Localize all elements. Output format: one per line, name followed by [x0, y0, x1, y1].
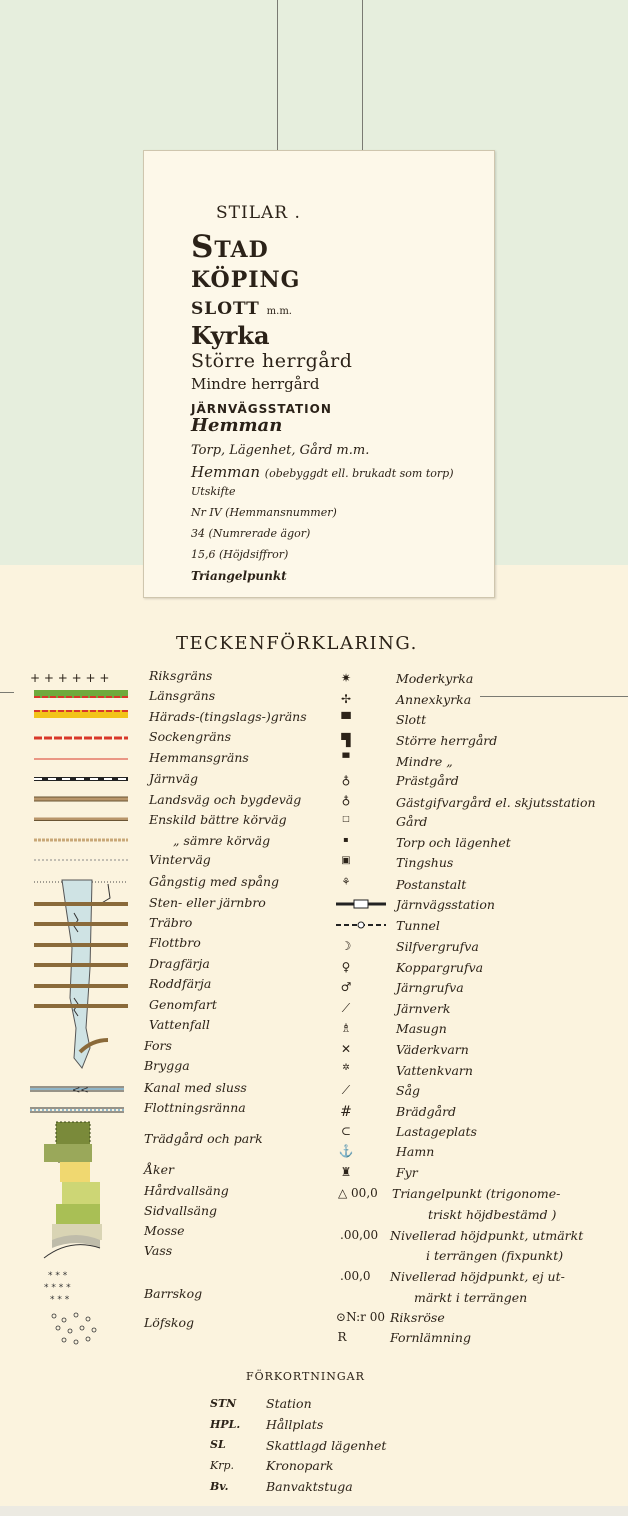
legend-right-25: Triangelpunkt (trigonome- — [392, 1186, 561, 1201]
niv-fix-prefix: .00,00 — [340, 1228, 379, 1242]
vaderkvarn-icon: ✕ — [340, 1042, 352, 1056]
legend-right-26: triskt höjdbestämd ) — [428, 1207, 557, 1222]
style-triangelpunkt: Triangelpunkt — [191, 569, 287, 583]
legend-right-9: Tingshus — [396, 855, 454, 870]
abbr-meaning-2: Skattlagd lägenhet — [266, 1438, 387, 1453]
flottningsranna-symbol — [30, 1108, 124, 1112]
legend-left-23: Åker — [144, 1162, 174, 1177]
legend-left-4: Hemmansgräns — [149, 750, 249, 765]
legend-left-9: Vinterväg — [149, 852, 211, 867]
stilar-heading: STILAR . — [216, 203, 301, 223]
left-symbols — [30, 668, 140, 1348]
tingshus-icon: ▣ — [341, 855, 351, 866]
forkortningar-title: FÖRKORTNINGAR — [246, 1370, 365, 1383]
storre-herrgard-icon: ▜ — [341, 733, 351, 747]
slott-icon: ▀ — [341, 712, 351, 726]
legend-right-24: Fyr — [396, 1165, 418, 1180]
riksrose-prefix: ⊙N:r 00 — [336, 1310, 385, 1324]
mindre-herrgard-icon: ▀ — [342, 754, 350, 764]
koppargrufva-icon: ♀ — [341, 960, 351, 974]
legend-left-15: Roddfärja — [149, 976, 212, 991]
svg-text:* * *: * * * — [50, 1295, 70, 1305]
style-jarnvagsstation: JÄRNVÄGSSTATION — [191, 402, 332, 416]
style-hemman-obebyggt-text: Hemman — [191, 463, 261, 481]
legend-left-22: Trädgård och park — [144, 1131, 263, 1146]
barrskog-symbol — [44, 1271, 71, 1305]
legend-left-19: Brygga — [144, 1058, 190, 1073]
abbr-meaning-0: Station — [266, 1396, 312, 1411]
style-hemmansnummer: Nr IV (Hemmansnummer) — [191, 506, 337, 519]
sag-icon: ⟋ — [341, 1083, 351, 1097]
style-utskifte: Utskifte — [191, 485, 236, 498]
legend-right-23: Hamn — [396, 1144, 435, 1159]
sidvallsang-symbol — [56, 1204, 100, 1224]
river-symbol — [62, 880, 92, 1068]
masugn-icon: ♗ — [340, 1021, 352, 1035]
legend-right-0: Moderkyrka — [396, 671, 474, 686]
legend-left-18: Fors — [144, 1038, 172, 1053]
style-hojdsiffror: 15,6 (Höjdsiffror) — [191, 548, 289, 561]
style-hemman: Hemman — [191, 415, 283, 436]
postanstalt-icon: ⚘ — [341, 877, 351, 888]
legend-right-4: Mindre „ — [396, 754, 453, 769]
map-edge-tick — [0, 692, 14, 693]
legend-left-13: Flottbro — [149, 935, 201, 950]
legend-left-29: Löfskog — [144, 1315, 194, 1330]
abbr-meaning-4: Banvaktstuga — [266, 1479, 353, 1494]
triangelpunkt-prefix: △ 00,0 — [338, 1186, 378, 1200]
style-slott-suffix: m.m. — [266, 306, 292, 317]
kanal-symbol — [30, 1085, 124, 1096]
legend-left-11: Sten- eller järnbro — [149, 895, 266, 910]
legend-left-17: Vattenfall — [149, 1017, 210, 1032]
legend-left-12: Träbro — [149, 915, 193, 930]
legend-right-15: Järngrufva — [396, 980, 464, 995]
riksgrans-symbol — [30, 671, 109, 685]
legend-right-12: Tunnel — [396, 918, 440, 933]
style-kyrka: Kyrka — [191, 321, 270, 350]
legend-right-29: Nivellerad höjdpunkt, ej ut- — [390, 1269, 565, 1284]
legend-left-1: Länsgräns — [149, 688, 216, 703]
annexkyrka-icon: ✢ — [340, 692, 352, 706]
legend-right-8: Torp och lägenhet — [396, 835, 511, 850]
legend-right-14: Koppargrufva — [396, 960, 484, 975]
abbr-0: STN — [210, 1397, 237, 1410]
legend-right-20: Såg — [396, 1083, 421, 1098]
style-stad: Stad — [191, 229, 269, 265]
style-slott — [191, 299, 292, 319]
style-hemman-obebyggt-note: (obebyggdt ell. brukadt som torp) — [264, 467, 454, 480]
style-numrerade-agor: 34 (Numrerade ägor) — [191, 527, 311, 540]
map-edge-tick — [480, 696, 628, 697]
legend-left-21: Flottningsränna — [144, 1100, 246, 1115]
map-grid-line — [277, 0, 278, 150]
legend-left-20: Kanal med sluss — [144, 1080, 247, 1095]
niv-ej-prefix: .00,0 — [340, 1269, 371, 1283]
legend-left-3: Sockengräns — [149, 729, 232, 744]
jarnvagsstation-icon — [336, 899, 386, 909]
style-koping: KÖPING — [191, 267, 301, 293]
hamn-icon: ⚓ — [338, 1144, 354, 1158]
vattenkvarn-icon: ✲ — [342, 1063, 350, 1073]
moderkyrka-icon: ✷ — [340, 671, 352, 685]
legend-right-30: märkt i terrängen — [414, 1290, 528, 1305]
legend-left-2: Härads-(tingslags-)gräns — [149, 709, 307, 724]
legend-left-14: Dragfärja — [149, 956, 210, 971]
lastageplats-icon: ⊂ — [340, 1124, 352, 1138]
legend-right-28: i terrängen (fixpunkt) — [426, 1248, 564, 1263]
style-mindre-herrgard: Mindre herrgård — [191, 375, 320, 393]
stilar-card — [143, 150, 495, 598]
harads-symbol — [34, 710, 128, 718]
legend-right-13: Silfvergrufva — [396, 939, 479, 954]
legend-left-6: Landsväg och bygdeväg — [149, 792, 302, 807]
legend-right-18: Väderkvarn — [396, 1042, 469, 1057]
legend-right-6: Gästgifvargård el. skjutsstation — [396, 795, 596, 810]
fornlamning-icon: R — [337, 1330, 347, 1344]
abbr-2: SL — [210, 1438, 226, 1451]
lofskog-symbol — [52, 1313, 96, 1344]
legend-right-19: Vattenkvarn — [396, 1063, 473, 1078]
lansgrans-symbol — [34, 690, 128, 698]
svg-text:* * *: * * * — [48, 1271, 68, 1281]
legend-right-27: Nivellerad höjdpunkt, utmärkt — [390, 1228, 584, 1243]
legend-right-17: Masugn — [396, 1021, 447, 1036]
gastgifvargard-icon: ♁ — [341, 793, 351, 807]
style-slott-text: SLOTT — [191, 299, 260, 319]
legend-right-2: Slott — [396, 712, 427, 727]
legend-left-26: Mosse — [144, 1223, 185, 1238]
hardvallsang-symbol — [62, 1182, 100, 1204]
style-torp: Torp, Lägenhet, Gård m.m. — [191, 443, 370, 458]
svg-text:<<: << — [72, 1085, 89, 1096]
fyr-icon: ♜ — [340, 1165, 352, 1179]
abbr-4: Bv. — [210, 1480, 229, 1493]
legend-left-5: Järnväg — [149, 771, 199, 786]
legend-left-25: Sidvallsäng — [144, 1203, 217, 1218]
style-hemman-obebyggt — [191, 463, 454, 481]
legend-right-10: Postanstalt — [396, 877, 467, 892]
abbr-meaning-3: Kronopark — [266, 1458, 334, 1473]
legend-right-32: Fornlämning — [390, 1330, 471, 1345]
legend-right-3: Större herrgård — [396, 733, 498, 748]
legend-title: TECKENFÖRKLARING. — [176, 633, 418, 654]
legend-right-22: Lastageplats — [396, 1124, 477, 1139]
legend-right-21: Brädgård — [396, 1104, 457, 1119]
jarngrufva-icon: ♂ — [340, 980, 352, 994]
style-storre-herrgard: Större herrgård — [191, 350, 353, 372]
silfvergrufva-icon: ☽ — [340, 939, 352, 953]
legend-right-7: Gård — [396, 814, 428, 829]
page-edge — [0, 1506, 628, 1516]
aker-symbol — [60, 1162, 90, 1182]
abbr-meaning-1: Hållplats — [266, 1417, 324, 1432]
gard-icon: □ — [342, 814, 350, 823]
legend-right-5: Prästgård — [396, 773, 459, 788]
prastgard-icon: ♁ — [341, 773, 351, 787]
legend-right-31: Riksröse — [390, 1310, 445, 1325]
jarnverk-icon: ⟋ — [341, 1001, 351, 1015]
legend-left-28: Barrskog — [144, 1286, 203, 1301]
bradgard-icon: # — [340, 1104, 352, 1120]
abbr-1: HPL. — [210, 1418, 241, 1431]
map-grid-line — [362, 0, 363, 150]
riksrose-value: N:r 00 — [346, 1310, 385, 1324]
legend-left-24: Hårdvallsäng — [144, 1183, 229, 1198]
legend-right-1: Annexkyrka — [396, 692, 472, 707]
legend-left-8: „ sämre körväg — [173, 833, 271, 848]
legend-left-7: Enskild bättre körväg — [149, 812, 287, 827]
svg-text:* * * *: * * * * — [44, 1283, 71, 1293]
legend-left-0: Riksgräns — [149, 668, 213, 683]
legend-left-10: Gångstig med spång — [149, 874, 280, 889]
abbr-3: Krp. — [210, 1459, 235, 1472]
legend-right-11: Järnvägsstation — [396, 897, 495, 912]
tunnel-icon — [336, 920, 386, 930]
torp-icon: ▪ — [343, 835, 349, 844]
legend-left-27: Vass — [144, 1243, 173, 1258]
triangelpunkt-value: 00,0 — [351, 1186, 378, 1200]
legend-left-16: Genomfart — [149, 997, 217, 1012]
legend-right-16: Järnverk — [396, 1001, 451, 1016]
svg-text:+ + + + + +: + + + + + + — [30, 671, 110, 685]
